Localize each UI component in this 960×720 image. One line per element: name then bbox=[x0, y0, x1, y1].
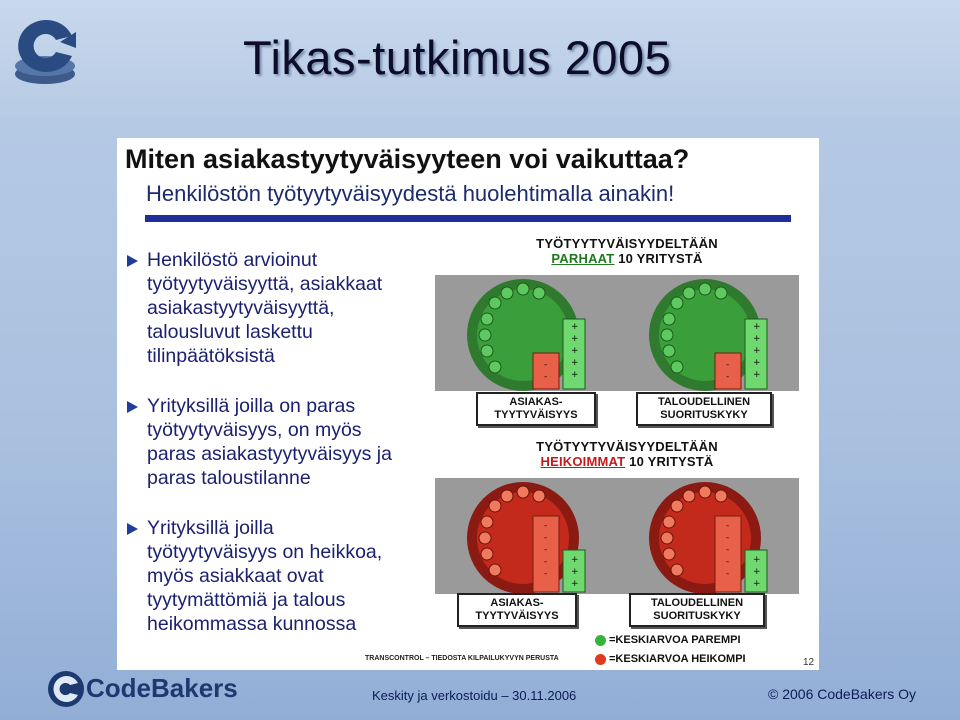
svg-text:-: - bbox=[726, 521, 730, 531]
svg-text:+: + bbox=[753, 579, 761, 589]
best-circles-icon bbox=[435, 275, 799, 391]
svg-text:+: + bbox=[571, 567, 579, 577]
red-dot-icon bbox=[595, 654, 606, 665]
svg-text:-: - bbox=[726, 372, 730, 382]
svg-text:-: - bbox=[726, 545, 730, 555]
slide-title: Tikas-tutkimus 2005 bbox=[243, 31, 672, 84]
worst-highlight: HEIKOIMMAT bbox=[540, 454, 626, 469]
best-panel-heading bbox=[487, 236, 767, 266]
legend-better-text: =KESKIARVOA PAREMPI bbox=[609, 634, 741, 646]
best-highlight: PARHAAT bbox=[551, 251, 615, 266]
worst-customer-tag: ASIAKAS- TYYTYVÄISYYS bbox=[457, 593, 577, 627]
svg-text:-: - bbox=[544, 521, 548, 531]
svg-text:-: - bbox=[544, 533, 548, 543]
best-heading-rest: 10 YRITYSTÄ bbox=[614, 251, 703, 266]
svg-text:-: - bbox=[726, 533, 730, 543]
svg-text:+: + bbox=[753, 370, 761, 380]
svg-text:+: + bbox=[571, 334, 579, 344]
svg-text:+: + bbox=[571, 579, 579, 589]
svg-text:-: - bbox=[726, 557, 730, 567]
bullet-text: Henkilöstö arvioinut työtyytyväisyyttä, asiakkaat asiakastyytyväisyyttä, talousluvut laskettu tilinpäätöksistä bbox=[147, 249, 383, 367]
bullet-arrow-icon bbox=[127, 255, 138, 267]
legend-better bbox=[595, 634, 741, 646]
svg-text:+: + bbox=[571, 555, 579, 565]
svg-text:-: - bbox=[726, 360, 730, 370]
footer-logo-icon bbox=[46, 669, 86, 709]
worst-heading-rest: 10 YRITYSTÄ bbox=[625, 454, 714, 469]
bullet-text: Yrityksillä joilla on paras työtyytyväisyys, on myös paras asiakastyytyväisyys ja paras taloustilanne bbox=[147, 395, 392, 489]
svg-text:+: + bbox=[753, 358, 761, 368]
question-heading: Miten asiakastyytyväisyyteen voi vaikuttaa? bbox=[125, 144, 690, 174]
svg-text:-: - bbox=[544, 545, 548, 555]
worst-circles-icon bbox=[435, 478, 799, 594]
green-dot-icon bbox=[595, 635, 606, 646]
source-footnote: TRANSCONTROL – TIEDOSTA KILPAILUKYVYN PERUSTA bbox=[365, 655, 559, 662]
svg-text:+: + bbox=[571, 322, 579, 332]
svg-text:+: + bbox=[753, 334, 761, 344]
svg-text:-: - bbox=[544, 557, 548, 567]
page-number: 12 bbox=[803, 657, 815, 668]
codebakers-logo-icon bbox=[12, 10, 82, 90]
footer-brand: CodeBakers bbox=[86, 673, 238, 703]
bullet-text: Yrityksillä joilla työtyytyväisyys on heikkoa, myös asiakkaat ovat tyytymättömiä ja talous heikommassa kunnossa bbox=[147, 517, 383, 635]
divider-rule bbox=[145, 215, 791, 222]
footer-event: Keskity ja verkostoidu – 30.11.2006 bbox=[372, 688, 577, 703]
worst-panel-heading bbox=[487, 439, 767, 469]
best-customer-tag: ASIAKAS- TYYTYVÄISYYS bbox=[476, 392, 596, 426]
svg-text:+: + bbox=[753, 322, 761, 332]
svg-text:+: + bbox=[571, 346, 579, 356]
best-graphic bbox=[435, 275, 799, 391]
worst-graphic bbox=[435, 478, 799, 594]
answer-subheading: Henkilöstön työtyytyväisyydestä huolehtimalla ainakin! bbox=[146, 181, 675, 206]
svg-text:-: - bbox=[726, 569, 730, 579]
svg-text:-: - bbox=[544, 360, 548, 370]
svg-text:+: + bbox=[753, 567, 761, 577]
bullet-arrow-icon bbox=[127, 401, 138, 413]
worst-heading-line1: TYÖTYYTYVÄISYYDELTÄÄN bbox=[536, 439, 718, 454]
svg-text:-: - bbox=[544, 372, 548, 382]
best-finance-tag: TALOUDELLINEN SUORITUSKYKY bbox=[636, 392, 772, 426]
legend-worse-text: =KESKIARVOA HEIKOMPI bbox=[609, 653, 746, 665]
best-heading-line1: TYÖTYYTYVÄISYYDELTÄÄN bbox=[536, 236, 718, 251]
footer-logo bbox=[46, 667, 246, 713]
svg-text:+: + bbox=[753, 346, 761, 356]
bullet-arrow-icon bbox=[127, 523, 138, 535]
worst-finance-tag: TALOUDELLINEN SUORITUSKYKY bbox=[629, 593, 765, 627]
footer-copyright: © 2006 CodeBakers Oy bbox=[768, 686, 917, 702]
svg-text:+: + bbox=[571, 370, 579, 380]
content-card bbox=[117, 138, 819, 670]
svg-text:+: + bbox=[571, 358, 579, 368]
svg-text:-: - bbox=[544, 569, 548, 579]
svg-text:+: + bbox=[753, 555, 761, 565]
legend-worse bbox=[595, 653, 746, 665]
